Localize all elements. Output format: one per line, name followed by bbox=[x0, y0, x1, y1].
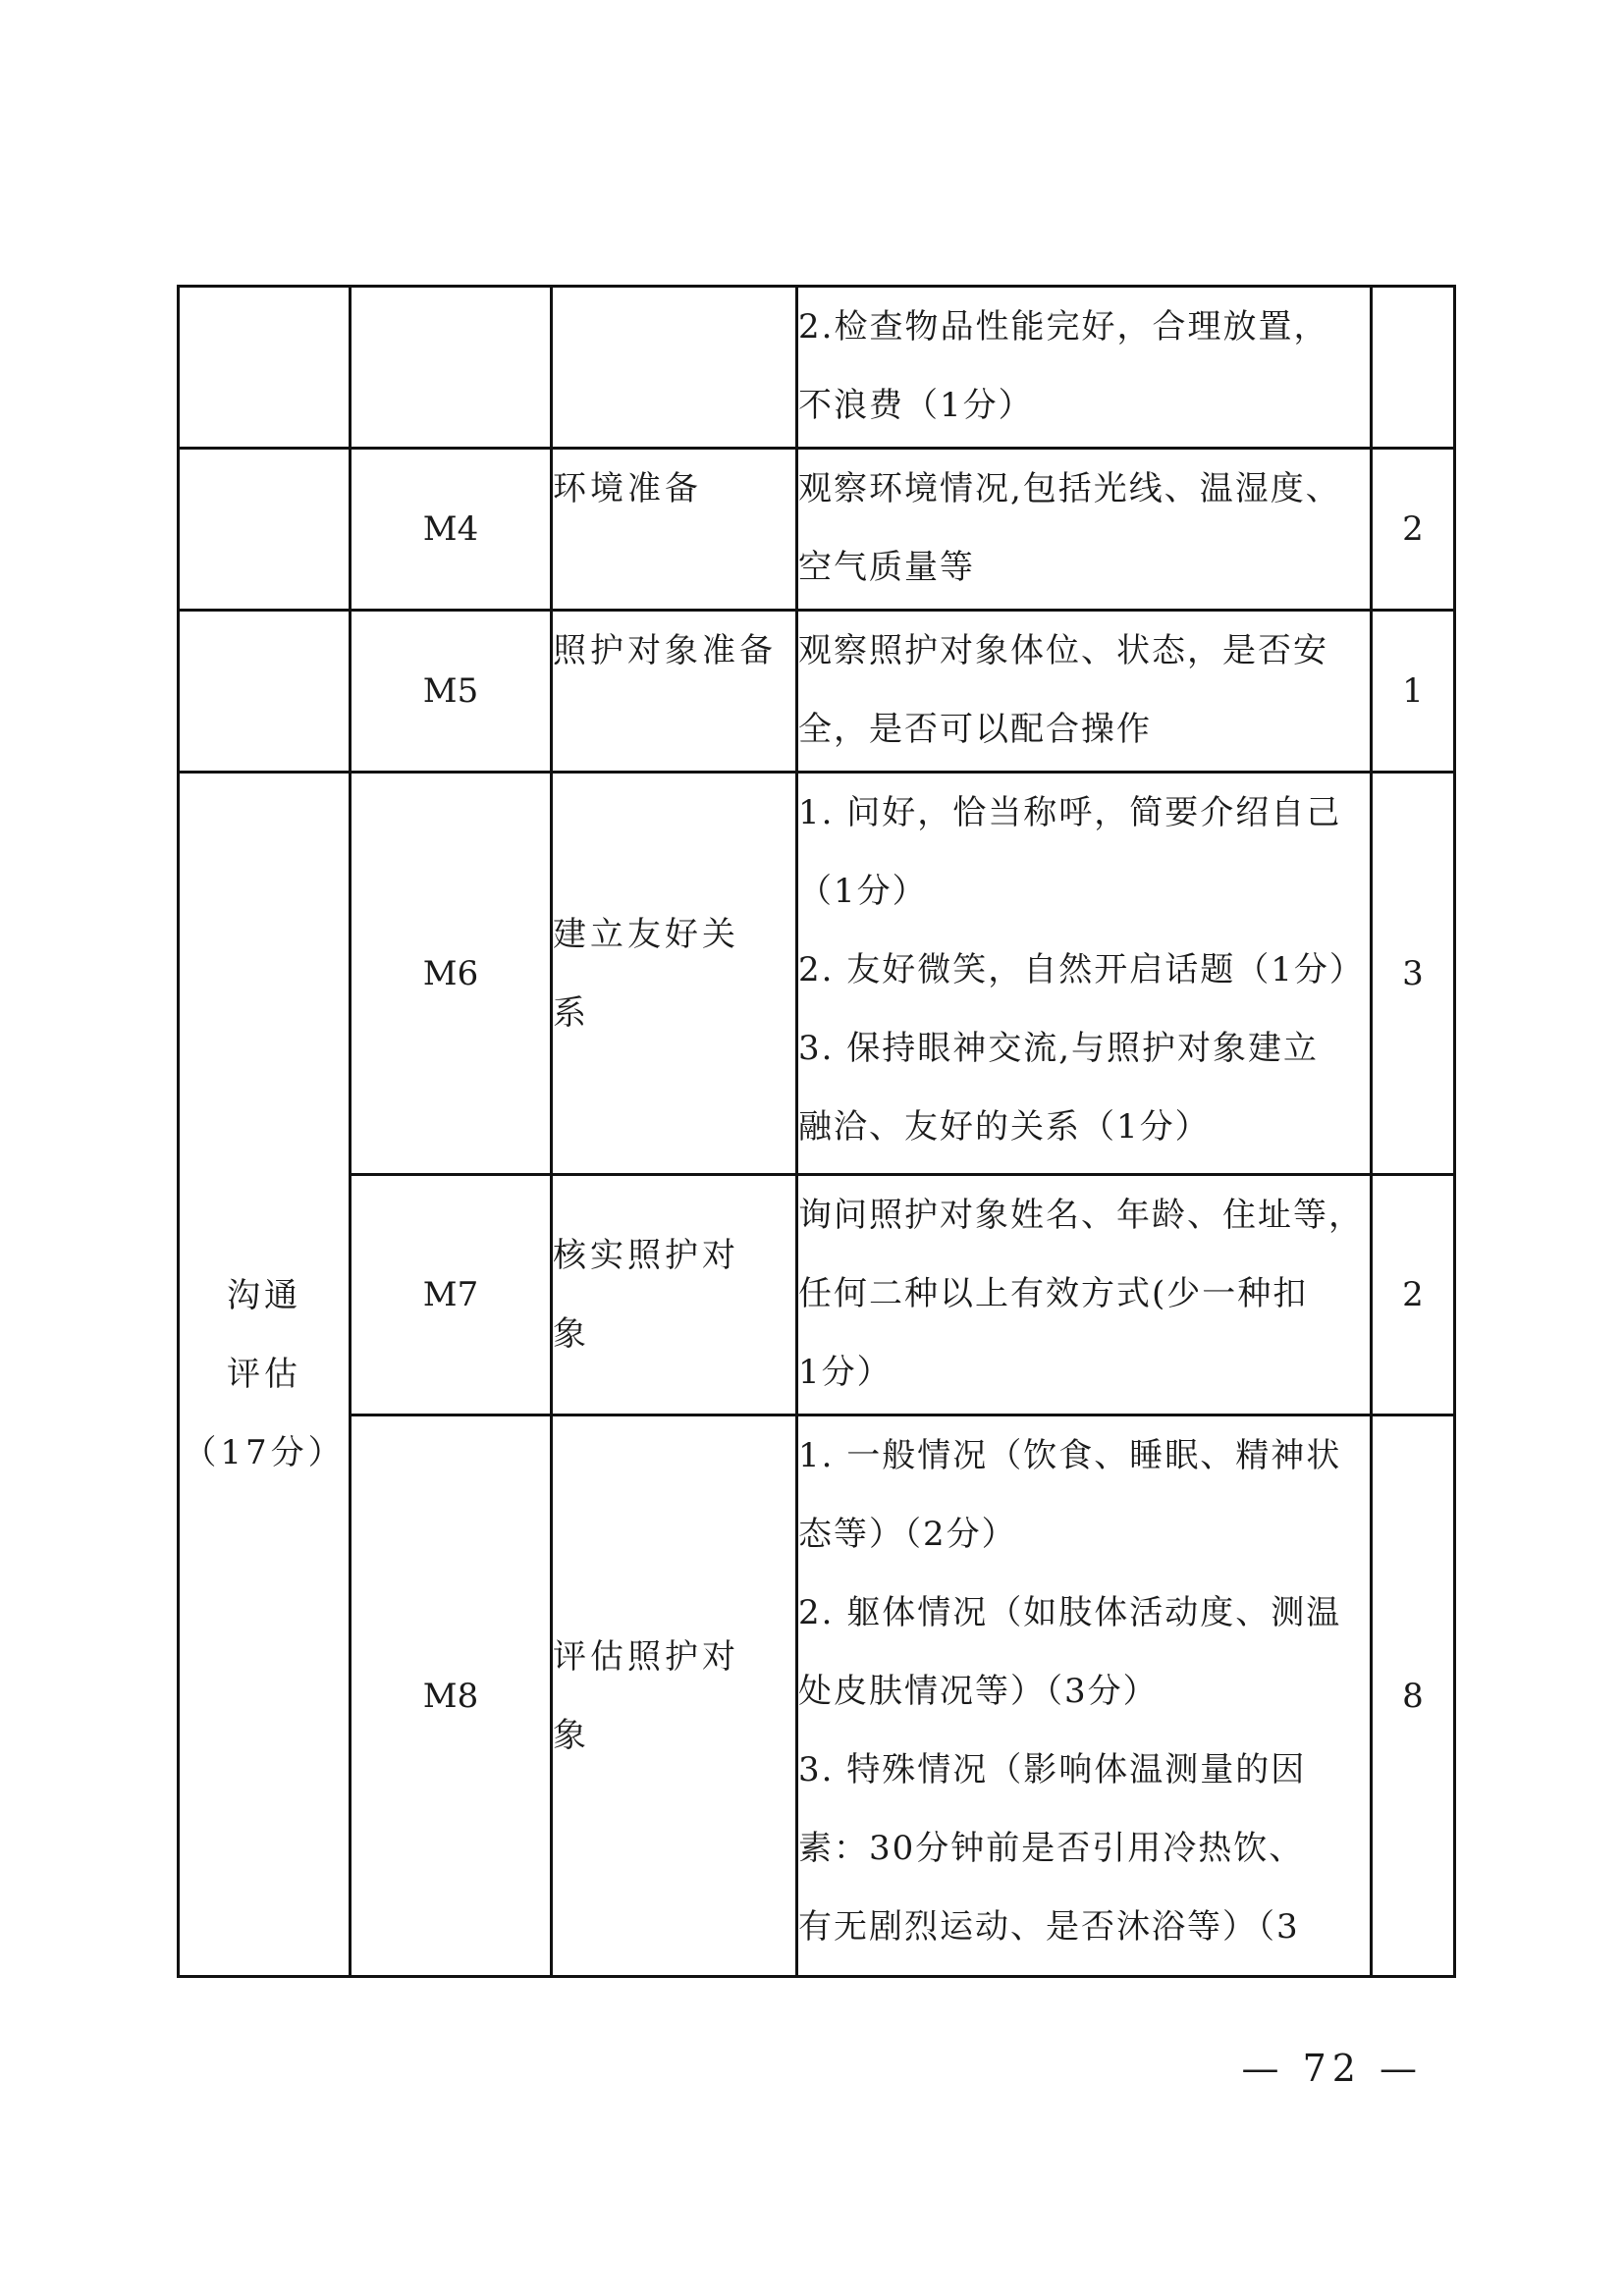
requirement-line: 不浪费（1分） bbox=[798, 386, 1034, 425]
score-cell: 2 bbox=[1372, 449, 1455, 611]
code-cell: M8 bbox=[351, 1415, 552, 1977]
requirements-cell bbox=[797, 773, 1372, 1175]
item-cell bbox=[552, 287, 797, 449]
category-cell-prev bbox=[179, 287, 351, 449]
item-cell: 核实照护对象 bbox=[552, 1175, 797, 1415]
requirement-line: 态等）（2分） bbox=[798, 1515, 1017, 1554]
item-cell: 环境准备 bbox=[552, 449, 797, 611]
table-row bbox=[179, 449, 1455, 611]
requirement-line: （1分） bbox=[798, 872, 928, 911]
score-cell: 8 bbox=[1372, 1415, 1455, 1977]
requirement-line: 1. 一般情况（饮食、睡眠、精神状 bbox=[798, 1436, 1342, 1475]
category-line: 沟通 bbox=[227, 1276, 301, 1315]
requirement-line: 观察照护对象体位、状态，是否安 bbox=[798, 631, 1328, 670]
category-line: 评估 bbox=[227, 1355, 301, 1394]
requirement-line: 有无剧烈运动、是否沐浴等）（3 bbox=[798, 1907, 1300, 1947]
requirement-line: 2.检查物品性能完好，合理放置， bbox=[798, 307, 1329, 347]
score-cell: 3 bbox=[1372, 773, 1455, 1175]
item-cell: 建立友好关系 bbox=[552, 773, 797, 1175]
table-row bbox=[179, 1175, 1455, 1415]
score-cell bbox=[1372, 287, 1455, 449]
requirement-line: 任何二种以上有效方式(少一种扣 bbox=[798, 1274, 1309, 1313]
table-row bbox=[179, 773, 1455, 1175]
requirement-line: 处皮肤情况等）（3分） bbox=[798, 1672, 1159, 1711]
scoring-table bbox=[177, 285, 1456, 1978]
requirements-cell bbox=[797, 1415, 1372, 1977]
category-cell-prev bbox=[179, 611, 351, 773]
table-row bbox=[179, 287, 1455, 449]
requirement-line: 素：30分钟前是否引用冷热饮、 bbox=[798, 1829, 1305, 1868]
requirement-line: 1分） bbox=[798, 1353, 893, 1392]
score-cell: 1 bbox=[1372, 611, 1455, 773]
requirements-cell bbox=[797, 287, 1372, 449]
item-cell: 照护对象准备 bbox=[552, 611, 797, 773]
category-cell bbox=[179, 773, 351, 1977]
requirement-line: 3. 保持眼神交流,与照护对象建立 bbox=[798, 1029, 1320, 1068]
requirement-line: 观察环境情况,包括光线、温湿度、 bbox=[798, 469, 1341, 508]
requirements-cell bbox=[797, 449, 1372, 611]
requirement-line: 空气质量等 bbox=[798, 548, 975, 587]
requirement-line: 2. 友好微笑，自然开启话题（1分） bbox=[798, 950, 1365, 989]
requirement-line: 询问照护对象姓名、年龄、住址等， bbox=[798, 1196, 1364, 1235]
code-cell: M6 bbox=[351, 773, 552, 1175]
code-cell bbox=[351, 287, 552, 449]
requirement-line: 融洽、友好的关系（1分） bbox=[798, 1107, 1211, 1147]
table-row bbox=[179, 1415, 1455, 1977]
score-cell: 2 bbox=[1372, 1175, 1455, 1415]
page-number: — 72 — bbox=[1241, 2047, 1423, 2090]
category-line: （17分） bbox=[183, 1433, 346, 1472]
code-cell: M4 bbox=[351, 449, 552, 611]
requirements-cell bbox=[797, 611, 1372, 773]
requirements-cell bbox=[797, 1175, 1372, 1415]
table-row bbox=[179, 611, 1455, 773]
code-cell: M7 bbox=[351, 1175, 552, 1415]
code-cell: M5 bbox=[351, 611, 552, 773]
requirement-line: 1. 问好，恰当称呼，简要介绍自己 bbox=[798, 793, 1342, 832]
requirement-line: 3. 特殊情况（影响体温测量的因 bbox=[798, 1750, 1307, 1789]
category-cell-prev bbox=[179, 449, 351, 611]
item-cell: 评估照护对象 bbox=[552, 1415, 797, 1977]
requirement-line: 全，是否可以配合操作 bbox=[798, 710, 1152, 749]
requirement-line: 2. 躯体情况（如肢体活动度、测温 bbox=[798, 1593, 1342, 1632]
